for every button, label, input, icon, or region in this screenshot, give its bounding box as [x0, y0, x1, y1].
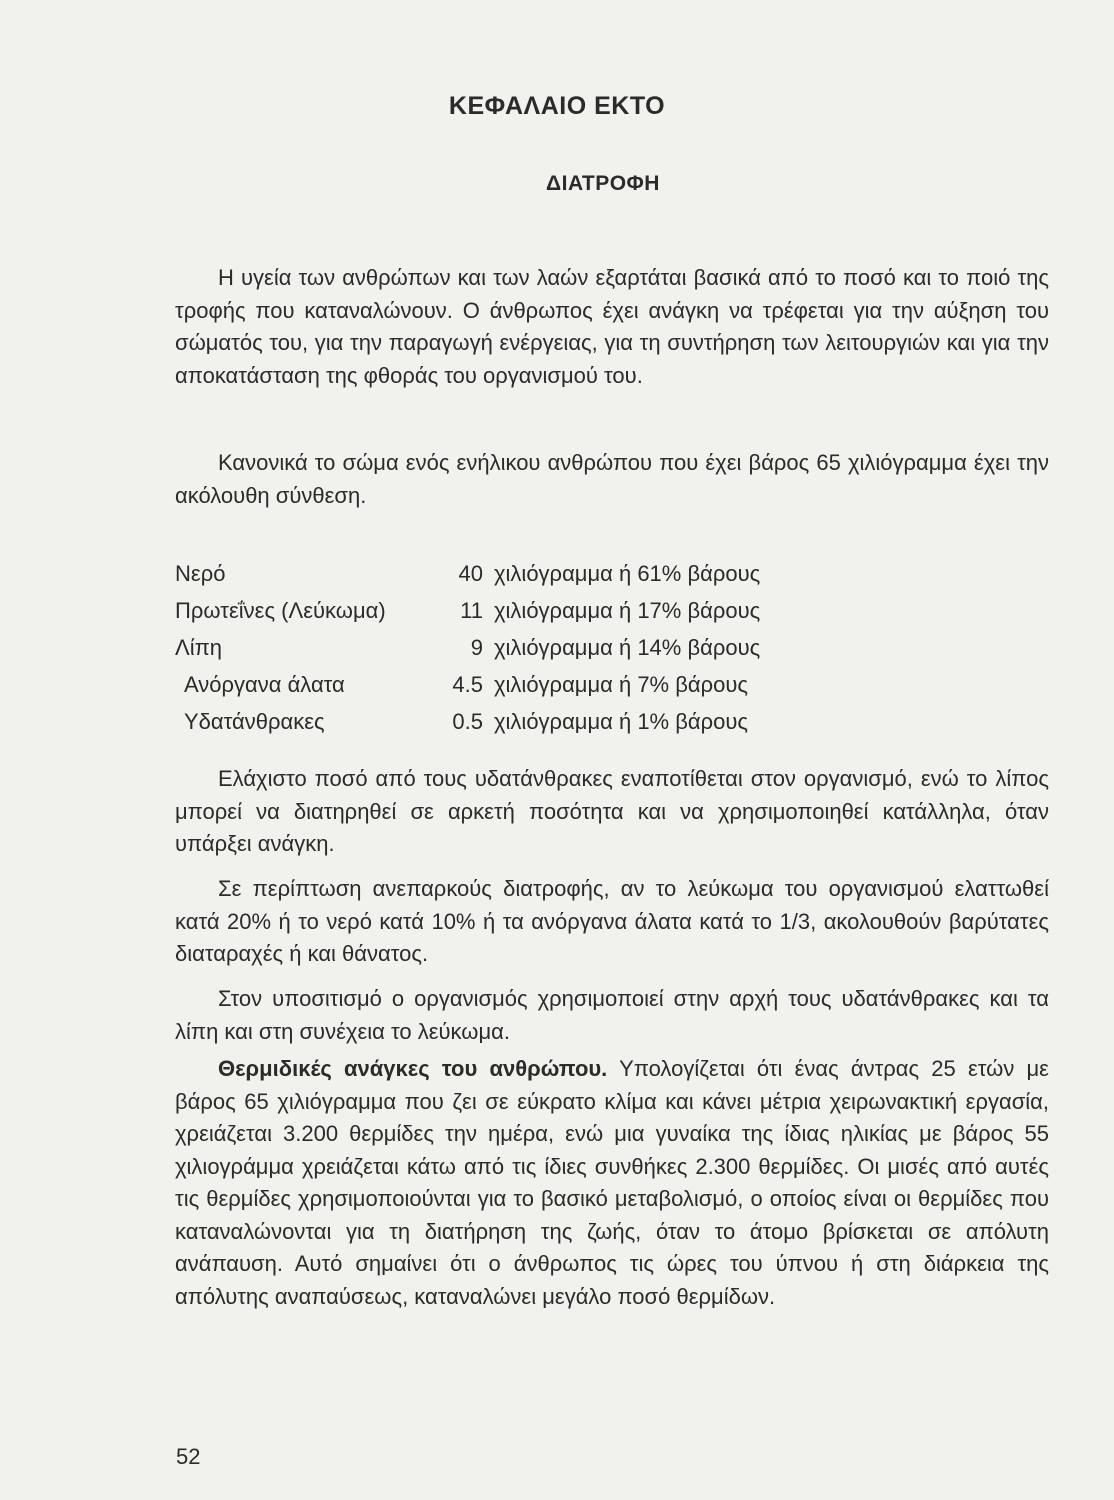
composition-intro-paragraph: Κανονικά το σώμα ενός ενήλικου ανθρώπου που έχει βάρος 65 χιλιόγραμμα έχει την ακόλουθη σύνθεση. — [175, 450, 1049, 508]
composition-desc: χιλιόγραμμα ή 61% βάρους — [494, 561, 761, 586]
chapter-title: ΚΕΦΑΛΑΙΟ ΕΚΤΟ — [448, 92, 666, 120]
composition-name: Ανόργανα άλατα — [184, 672, 345, 697]
composition-desc: χιλιόγραμμα ή 7% βάρους — [494, 672, 748, 697]
composition-name: Πρωτεΐνες (Λεύκωμα) — [175, 598, 386, 623]
caloric-needs-paragraph — [175, 1053, 1049, 1313]
composition-name: Νερό — [175, 561, 226, 586]
composition-desc: χιλιόγραμμα ή 14% βάρους — [494, 635, 761, 660]
composition-row-protein — [175, 592, 875, 629]
composition-row-fat — [175, 629, 875, 666]
composition-qty: 4.5 — [452, 672, 483, 697]
composition-name: Υδατάνθρακες — [184, 709, 325, 734]
composition-desc: χιλιόγραμμα ή 1% βάρους — [494, 709, 748, 734]
composition-name: Λίπη — [175, 635, 222, 660]
composition-qty: 0.5 — [452, 709, 483, 734]
composition-desc: χιλιόγραμμα ή 17% βάρους — [494, 598, 761, 623]
body-composition-list — [175, 555, 875, 740]
page-number: 52 — [176, 1444, 201, 1469]
composition-qty: 9 — [470, 635, 483, 660]
composition-row-water — [175, 555, 875, 592]
intro-paragraph: Η υγεία των ανθρώπων και των λαών εξαρτάται βασικά από το ποσό και το ποιό της τροφής που καταναλώνουν. Ο άνθρωπος έχει ανάγκη να τρέφεται για την αύξηση του σώματός του, για την παραγωγή ενέργειας, για τη συντήρηση των λειτουργιών και για την αποκατάσταση της φθοράς του οργανισμού του. — [175, 265, 1049, 388]
composition-row-minerals — [175, 666, 875, 703]
composition-row-carbohydrates — [175, 703, 875, 740]
section-title: ΔΙΑΤΡΟΦΗ — [546, 172, 660, 195]
caloric-needs-text: Υπολογίζεται ότι ένας άντρας 25 ετών με βάρος 65 χιλιόγραμμα που ζει σε εύκρατο κλίμα και κάνει μέτρια χειρωνακτική εργασία, χρειάζεται 3.200 θερμίδες την ημέρα, ενώ μια γυναίκα της ίδιας ηλικίας με βάρος 55 χιλιογράμμα χρειάζεται κάτω από τις ίδιες συνθήκες 2.300 θερμίδες. Οι μισές από αυτές τις θερμίδες χρησιμοποιούνται για το βασικό μεταβολισμό, ο οποίος είναι οι θερμίδες που καταναλώνονται για τη διατήρηση της ζωής, όταν το άτομο βρίσκεται σε απόλυτη ανάπαυση. Αυτό σημαίνει ότι ο άνθρωπος τις ώρες του ύπνου ή στη διάρκεια της απόλυτης αναπαύσεως, καταναλώνει μεγάλο ποσό θερμίδων. — [175, 1056, 1049, 1309]
malnutrition-paragraph: Σε περίπτωση ανεπαρκούς διατροφής, αν το λεύκωμα του οργανισμού ελαττωθεί κατά 20% ή το νερό κατά 10% ή τα ανόργανα άλατα κατά το 1/3, ακολουθούν βαρύτατες διαταραχές ή και θάνατος. — [175, 876, 1049, 966]
carbohydrate-storage-paragraph: Ελάχιστο ποσό από τους υδατάνθρακες εναποτίθεται στον οργανισμό, ενώ το λίπος μπορεί να διατηρηθεί σε αρκετή ποσότητα και να χρησιμοποιηθεί κατάλληλα, όταν υπάρξει ανάγκη. — [175, 766, 1049, 856]
undernourishment-paragraph: Στον υποσιτισμό ο οργανισμός χρησιμοποιεί στην αρχή τους υδατάνθρακες και τα λίπη και στη συνέχεια το λεύκωμα. — [175, 986, 1049, 1044]
composition-qty: 11 — [460, 598, 483, 623]
caloric-needs-heading: Θερμιδικές ανάγκες του ανθρώπου. — [218, 1056, 608, 1081]
composition-qty: 40 — [458, 561, 483, 586]
